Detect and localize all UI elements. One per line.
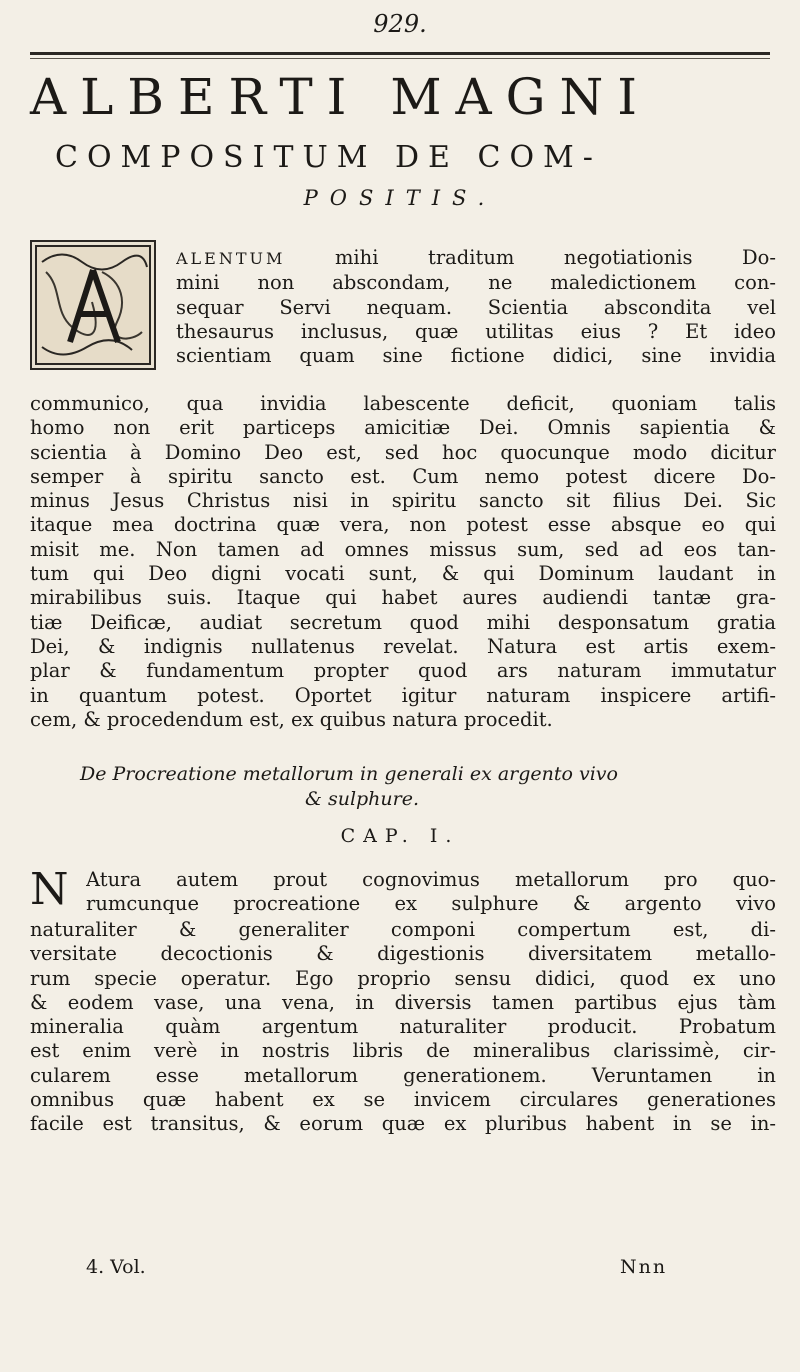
ornament-initial-icon <box>32 242 154 368</box>
drop-cap: N <box>30 864 69 915</box>
section-title-line-2: & sulphure. <box>305 788 420 810</box>
intro-first-line: scientiam quam sine fictione didici, sine invidia <box>176 344 776 368</box>
intro-first-line: mini non abscondam, ne maledictionem con- <box>176 271 776 295</box>
text-line: rumcunque procreatione ex sulphure & argento vivo <box>86 892 776 916</box>
text-line: facile est transitus, & eorum quæ ex pluribus habent in se in- <box>30 1112 776 1136</box>
text-line: Dei, & indignis nullatenus revelat. Natura est artis exem- <box>30 634 776 658</box>
text-line: tiæ Deificæ, audiat secretum quod mihi desponsatum gratia <box>30 610 776 634</box>
intro-first-line: thesaurus inclusus, quæ utilitas eius ? Et ideo <box>176 319 776 343</box>
text-line: mirabilibus suis. Itaque qui habet aures audiendi tantæ gra- <box>30 586 776 610</box>
signature-mark: 4. Vol. <box>86 1256 146 1278</box>
text-line: cularem esse metallorum generationem. Veruntamen in <box>30 1063 776 1087</box>
text-line: tum qui Deo digni vocati sunt, & qui Dominum laudant in <box>30 562 776 586</box>
intro-first-block <box>176 246 776 368</box>
text-line: scientia à Domino Deo est, sed hoc quocunque modo dicitur <box>30 440 776 464</box>
text-line: versitate decoctionis & digestionis diversitatem metallo- <box>30 942 776 966</box>
header-rule-thin <box>30 58 770 59</box>
text-line: rum specie operatur. Ego proprio sensu didici, quod ex uno <box>30 966 776 990</box>
title-line-3: POSITIS. <box>303 186 497 210</box>
text-line: cem, & procedendum est, ex quibus natura procedit. <box>30 707 553 731</box>
header-rule <box>30 52 770 55</box>
intro-first-line: mihi traditum negotiationis Do- <box>334 246 776 269</box>
section-title-line-1: De Procreatione metallorum in generali ex argento vivo <box>80 763 618 785</box>
title-line-2: COMPOSITUM DE COM- <box>55 140 602 175</box>
text-line: Atura autem prout cognovimus metallorum pro quo- <box>86 868 776 891</box>
body-first-lines <box>86 868 776 917</box>
text-line: misit me. Non tamen ad omnes missus sum, sed ad eos tan- <box>30 537 776 561</box>
page-number: 929. <box>373 10 427 38</box>
chapter-heading: CAP. I. <box>340 825 460 847</box>
text-line: homo non erit particeps amicitiæ Dei. Omnis sapientia & <box>30 416 776 440</box>
opening-word: ALENTUM <box>176 249 286 268</box>
text-line: in quantum potest. Oportet igitur naturam inspicere artifi- <box>30 683 776 707</box>
text-line: semper à spiritu sancto est. Cum nemo potest dicere Do- <box>30 464 776 488</box>
decorated-initial-a <box>30 240 156 370</box>
text-line: naturaliter & generaliter componi compertum est, di- <box>30 918 776 941</box>
intro-first-line: sequar Servi nequam. Scientia abscondita vel <box>176 295 776 319</box>
text-line: mineralia quàm argentum naturaliter producit. Probatum <box>30 1015 776 1039</box>
body-paragraph <box>30 918 776 1137</box>
text-line: & eodem vase, una vena, in diversis tamen partibus ejus tàm <box>30 990 776 1014</box>
text-line: itaque mea doctrina quæ vera, non potest esse absque eo qui <box>30 513 776 537</box>
title-line-1: ALBERTI MAGNI <box>30 68 652 126</box>
text-line: communico, qua invidia labescente deficit, quoniam talis <box>30 392 776 415</box>
catchword: Nnn <box>620 1256 668 1278</box>
text-line: omnibus quæ habent ex se invicem circulares generationes <box>30 1088 776 1112</box>
text-line: minus Jesus Christus nisi in spiritu sancto sit filius Dei. Sic <box>30 489 776 513</box>
text-line: plar & fundamentum propter quod ars naturam immutatur <box>30 659 776 683</box>
text-line: est enim verè in nostris libris de mineralibus clarissimè, cir- <box>30 1039 776 1063</box>
intro-paragraph <box>30 392 776 732</box>
section-title <box>80 762 760 812</box>
